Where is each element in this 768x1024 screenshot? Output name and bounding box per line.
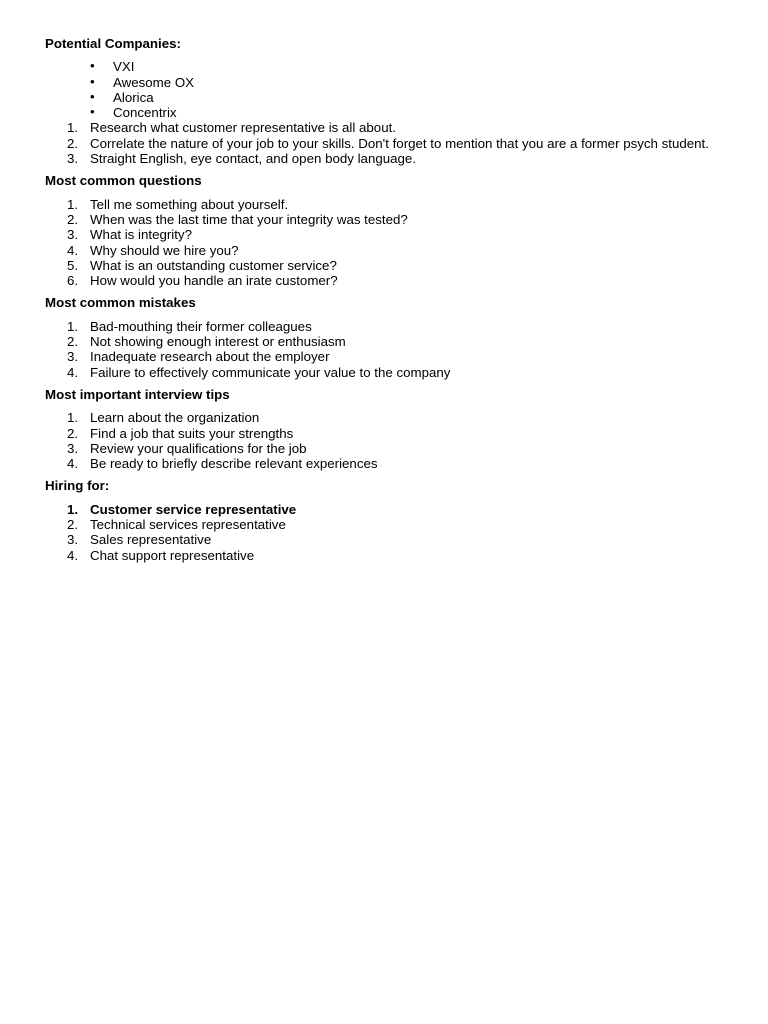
list-item-text: Straight English, eye contact, and open body language. [90,151,417,167]
company-name: Alorica [113,89,154,105]
list-item [45,456,722,471]
list-number: 1. [67,410,79,426]
list-number: 2. [67,334,79,350]
list-number: 1. [67,120,79,136]
list-item [45,243,722,258]
list-item-text: What is integrity? [90,227,192,243]
bullet-icon: • [90,58,95,74]
list-number: 2. [67,517,79,533]
list-item-text: Technical services representative [90,517,286,533]
list-item [45,532,722,547]
hiring-roles-list [45,502,722,563]
list-item-text: Review your qualifications for the job [90,440,307,456]
list-item [45,120,722,135]
company-list [45,59,722,120]
preparation-steps-list [45,120,722,166]
list-item [45,258,722,273]
list-item [45,517,722,532]
list-item [45,441,722,456]
list-item [45,410,722,425]
list-item [45,136,722,151]
list-item [45,59,722,74]
list-number: 4. [67,242,79,258]
list-item [45,212,722,227]
list-item [45,90,722,105]
list-number: 4. [67,547,79,563]
list-number: 2. [67,135,79,151]
bullet-icon: • [90,88,95,104]
list-number: 3. [67,532,79,548]
list-number: 3. [67,440,79,456]
list-item-text: Sales representative [90,532,212,548]
list-item [45,319,722,334]
list-number: 4. [67,456,79,472]
mistakes-heading: Most common mistakes [45,295,196,311]
list-item [45,349,722,364]
list-item-text: Learn about the organization [90,410,260,426]
list-item-text: How would you handle an irate customer? [90,273,338,289]
list-item [45,273,722,288]
company-name: Concentrix [113,105,177,121]
list-number: 1. [67,196,79,212]
bullet-icon: • [90,73,95,89]
potential-companies-heading: Potential Companies: [45,36,181,51]
company-name: VXI [113,59,135,75]
document-page [45,36,722,563]
list-item [45,426,722,441]
list-item [45,227,722,242]
list-item-text: Research what customer representative is all about. [90,120,396,136]
list-item-text: Tell me something about yourself. [90,196,289,212]
mistakes-list [45,319,722,380]
list-number: 6. [67,273,79,289]
list-item [45,502,722,517]
company-name: Awesome OX [113,74,195,90]
hiring-for-heading: Hiring for: [45,478,110,494]
list-item [45,105,722,120]
list-item-text: Bad-mouthing their former colleagues [90,318,312,334]
list-item [45,334,722,349]
list-item-text: Why should we hire you? [90,242,239,258]
list-item-text: Be ready to briefly describe relevant experiences [90,456,378,472]
list-number: 1. [67,318,79,334]
questions-heading: Most common questions [45,173,202,189]
list-item-text: Find a job that suits your strengths [90,425,294,441]
list-item-text: Not showing enough interest or enthusiasm [90,334,346,350]
list-item-text: What is an outstanding customer service? [90,257,337,273]
list-item [45,197,722,212]
interview-tips-list [45,410,722,471]
list-item-text: Correlate the nature of your job to your skills. Don't forget to mention that you are a former psych student. [90,135,709,151]
list-number: 1. [67,501,79,517]
list-item [45,548,722,563]
list-number: 2. [67,425,79,441]
list-item [45,365,722,380]
interview-tips-heading: Most important interview tips [45,386,230,402]
list-number: 4. [67,364,79,380]
questions-list [45,197,722,289]
list-number: 2. [67,211,79,227]
list-number: 5. [67,257,79,273]
list-number: 3. [67,151,79,167]
list-item-text: When was the last time that your integrity was tested? [90,211,408,227]
list-item-text: Chat support representative [90,547,255,563]
list-item [45,75,722,90]
list-number: 3. [67,349,79,365]
list-item [45,151,722,166]
list-number: 3. [67,227,79,243]
list-item-text: Failure to effectively communicate your value to the company [90,364,451,380]
list-item-text: Inadequate research about the employer [90,349,330,365]
bullet-icon: • [90,104,95,120]
list-item-text: Customer service representative [90,501,297,517]
